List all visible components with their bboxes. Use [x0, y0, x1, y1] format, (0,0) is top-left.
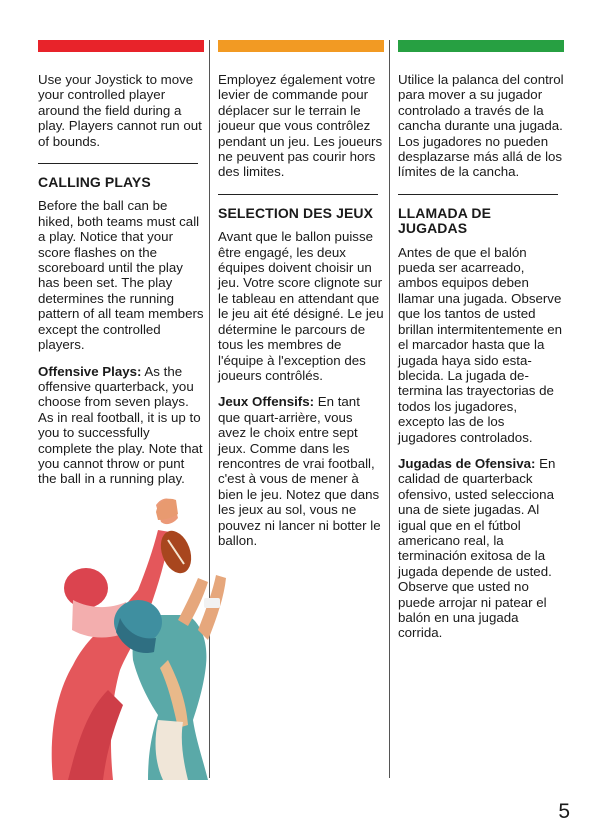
french-intro: Employez également votre levier de commande pour déplacer sur le terrain le joueur que vous contrôlez pendant un jeu. Les joueurs ne peuvent pas courir hors des limites. — [218, 72, 383, 180]
french-column — [218, 40, 384, 548]
french-rule — [218, 194, 378, 195]
column-divider-2 — [389, 40, 390, 778]
page-number: 5 — [558, 800, 570, 823]
spanish-paragraph-1: Antes de que el balón pueda ser acarreado, ambos equipos deben llamar una jugada. Observe que los tantos de usted brillan intermitentemente en el marcador hasta que la jugada haya sido establecida. La jugada determina las trayectorias de todos los jugadores, excepto las de los jugadores controlados. — [398, 244, 563, 445]
spanish-paragraph-2-body: En calidad de quarterback ofensivo, usted selecciona una de siete jugadas. Al igual que en el fútbol americano real, la terminación exitosa de la jugada depende de usted. Observe que usted no puede arrojar ni patear el balón en una jugada corrida. — [398, 455, 556, 641]
french-heading: SELECTION DES JEUX — [218, 204, 374, 221]
french-paragraph-1: Avant que le ballon puisse être engagé, les deux équipes doivent choisir un jeu. Votre score clignote sur le tableau en attendant que le jeu ait été désigné. Le jeu détermine le parcours de tous les membres de l'équipe à l'exception des joueurs contrôlés. — [218, 229, 384, 383]
french-paragraph-2-lead: Jeux Offensifs: — [218, 394, 315, 410]
english-heading: CALLING PLAYS — [38, 174, 151, 191]
french-paragraph-2-body: En tant que quart-arrière, vous avez le choix entre sept jeux. Comme dans les rencontres de vrai football, c'est à vous de mener à bien le jeu. Notez que dans les jeux au sol, vous ne pouvez ni lancer ni botter le ballon. — [218, 394, 381, 548]
english-paragraph-2-lead: Offensive Plays: — [38, 363, 142, 379]
orange-color-bar — [218, 40, 384, 52]
english-intro: Use your Joystick to move your controlled player around the field during a play. Players cannot run out of bounds. — [38, 72, 202, 149]
teal-player-figure — [114, 575, 226, 780]
english-rule — [38, 163, 198, 164]
english-paragraph-2-body: As the offensive quarterback, you choose from seven plays. As in real football, it is up to you to successfully complete the play. Note that you cannot throw or punt the ball in a running play. — [38, 363, 203, 487]
english-paragraph-1: Before the ball can be hiked, both teams must call a play. Notice that your score flashes on the scoreboard until the play has been set. The play determines the running pattern of all team members except the controlled players. — [38, 198, 204, 353]
green-color-bar — [398, 40, 564, 52]
football-players-illustration — [28, 490, 238, 780]
spanish-paragraph-2-lead: Jugadas de Ofensiva: — [398, 455, 536, 471]
english-paragraph-2 — [38, 364, 204, 487]
spanish-intro: Utilice la palanca del control para mover a su jugador controlado a través de la cancha durante una jugada. Los jugadores no pueden desplazarse más allá de los límites de la cancha. — [398, 72, 564, 180]
red-color-bar — [38, 40, 204, 52]
spanish-paragraph-2 — [398, 456, 564, 641]
spanish-rule — [398, 194, 558, 195]
spanish-heading: LLAMADA DE JUGADAS — [398, 204, 492, 237]
spanish-column — [398, 40, 564, 641]
french-paragraph-2 — [218, 394, 384, 548]
english-column — [38, 40, 204, 487]
